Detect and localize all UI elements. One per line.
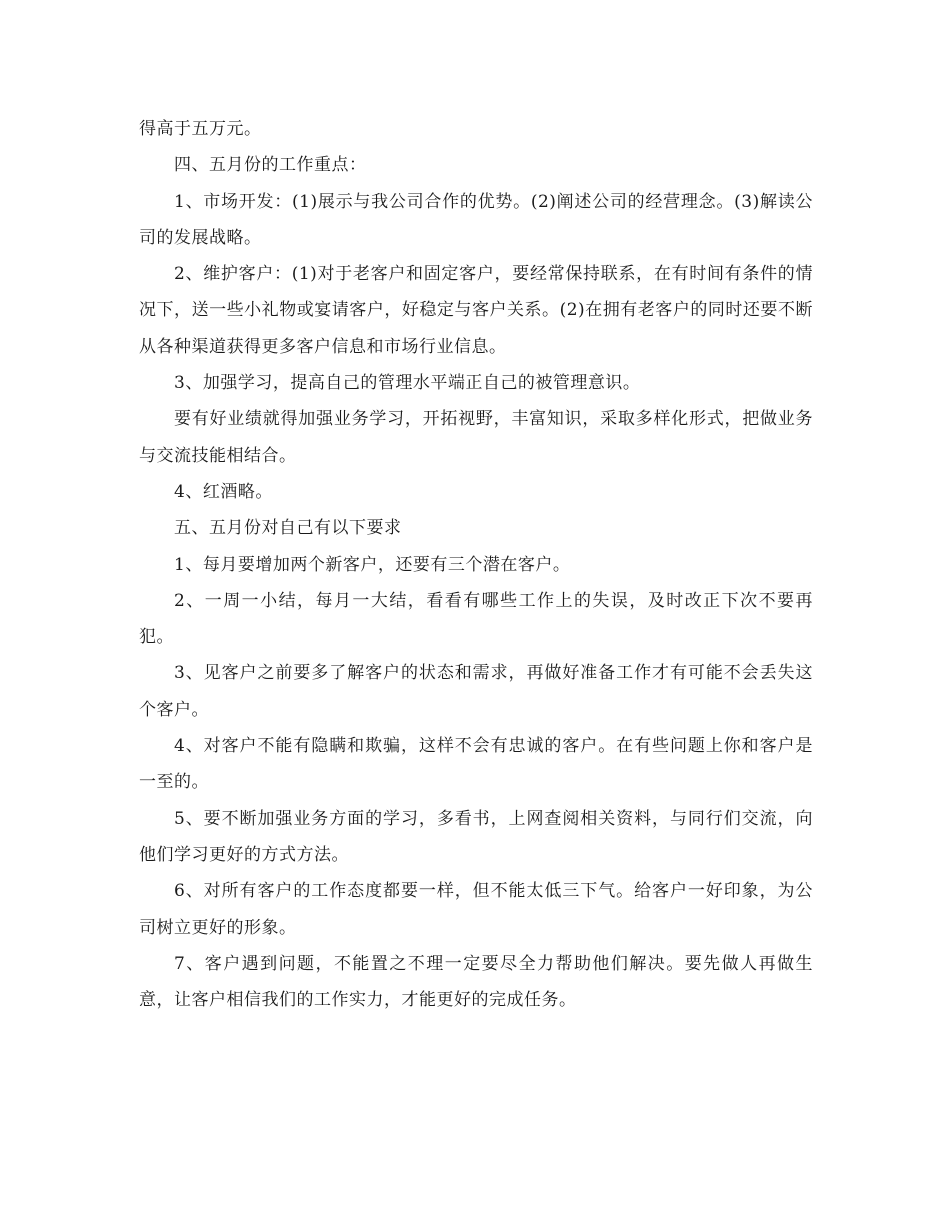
paragraph-9: 1、每月要增加两个新客户，还要有三个潜在客户。 [174,554,571,575]
paragraph-14: 6、对所有客户的工作态度都要一样，但不能太低三下气。给客户一好印象，为公司树立更好的形象。 [139,881,813,938]
paragraph-10: 2、一周一小结，每月一大结，看看有哪些工作上的失误，及时改正下次不要再犯。 [139,590,813,648]
paragraph-8: 五、五月份对自己有以下要求 [174,518,402,539]
paragraph-15: 7、客户遇到问题，不能置之不理一定要尽全力帮助他们解决。要先做人再做生意，让客户相信我们的工作实力，才能更好的完成任务。 [139,953,813,1011]
document-page [139,111,813,1018]
paragraph-6: 要有好业绩就得加强业务学习，开拓视野，丰富知识，采取多样化形式，把做业务与交流技能相结合。 [139,409,813,466]
paragraph-12: 4、对客户不能有隐瞒和欺骗，这样不会有忠诚的客户。在有些问题上你和客户是一至的。 [139,736,813,793]
paragraph-13: 5、要不断加强业务方面的学习，多看书，上网查阅相关资料，与同行们交流，向他们学习更好的方式方法。 [139,808,813,865]
paragraph-5: 3、加强学习，提高自己的管理水平端正自己的被管理意识。 [174,373,641,394]
paragraph-2: 四、五月份的工作重点： [174,155,367,176]
paragraph-7: 4、红酒略。 [174,481,273,502]
paragraph-4: 2、维护客户：(1)对于老客户和固定客户，要经常保持联系，在有时间有条件的情况下，送一些小礼物或宴请客户，好稳定与客户关系。(2)在拥有老客户的同时还要不断从各种渠道获得更多客户信息和市场行业信息。 [139,264,813,357]
paragraph-3: 1、市场开发：(1)展示与我公司合作的优势。(2)阐述公司的经营理念。(3)解读公司的发展战略。 [139,191,813,248]
paragraph-1: 得高于五万元。 [139,119,262,139]
paragraph-11: 3、见客户之前要多了解客户的状态和需求，再做好准备工作才有可能不会丢失这个客户。 [139,663,813,720]
